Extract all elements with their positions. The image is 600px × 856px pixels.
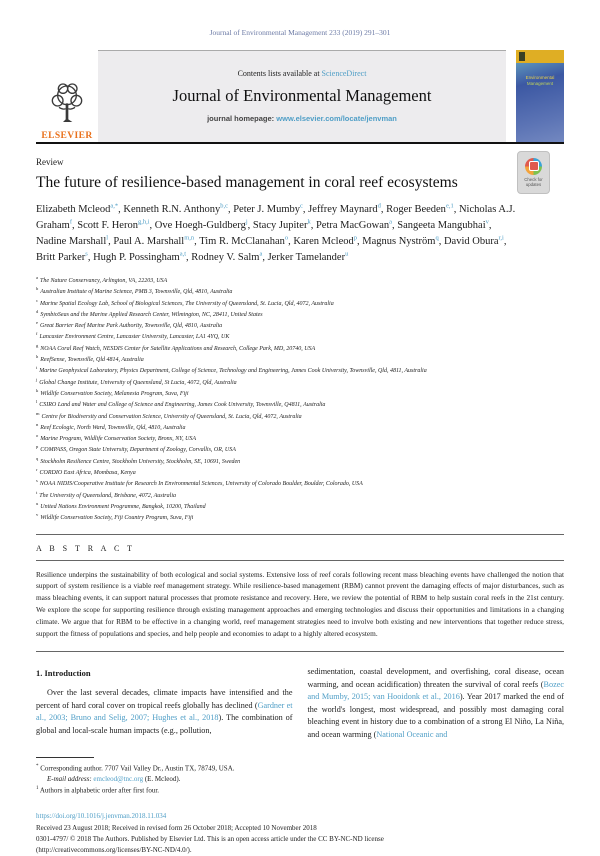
affiliation bbox=[36, 399, 564, 410]
author-affiliation-sup[interactable]: o bbox=[284, 234, 289, 242]
author bbox=[36, 204, 123, 215]
author bbox=[123, 204, 233, 215]
author-separator: , bbox=[108, 236, 114, 247]
contents-line bbox=[238, 69, 367, 78]
affiliation bbox=[36, 354, 564, 365]
author bbox=[93, 252, 191, 263]
author-name: Karen Mcleod bbox=[293, 236, 354, 247]
affiliation-text: Marine Program, Wildlife Conservation Society, Bronx, NY, USA bbox=[40, 436, 197, 443]
affiliation bbox=[36, 467, 564, 478]
affiliation bbox=[36, 490, 564, 501]
text-segment: ). Year 2017 marked the end of the world's longest, most widespread, and possibly most damaging coral bleaching event in history due to a combination of a strong El Niño, La Niña, and ocean warming ( bbox=[307, 692, 564, 739]
affiliation bbox=[36, 422, 564, 433]
author-separator: , bbox=[392, 219, 398, 231]
author-name: Paul A. Marshall bbox=[113, 236, 185, 247]
journal-header bbox=[36, 50, 564, 142]
authors-order-note bbox=[36, 785, 293, 796]
journal-title: Journal of Environmental Management bbox=[172, 86, 432, 105]
author-separator: , bbox=[453, 203, 459, 215]
author-separator: , bbox=[72, 219, 78, 231]
header-rule bbox=[36, 142, 564, 144]
author bbox=[386, 204, 459, 215]
affiliation-sup: m bbox=[36, 410, 40, 416]
journal-banner bbox=[98, 50, 506, 142]
corresponding-text: Corresponding author. 7707 Vail Valley Dr., Austin TX, 78749, USA. bbox=[38, 764, 235, 773]
author bbox=[268, 252, 349, 263]
author-affiliation-sup[interactable]: a bbox=[259, 250, 263, 258]
sciencedirect-link[interactable]: ScienceDirect bbox=[321, 69, 367, 78]
email-suffix: (E. Mcleod). bbox=[143, 775, 181, 784]
author bbox=[77, 220, 155, 231]
elsevier-tree-icon bbox=[47, 78, 87, 130]
author-name: Scott F. Heron bbox=[77, 219, 138, 231]
affiliation-sup: j bbox=[36, 376, 38, 382]
affiliation bbox=[36, 298, 564, 309]
author-affiliation-sup[interactable]: f bbox=[69, 218, 72, 226]
author-name: Peter J. Mumby bbox=[233, 203, 301, 215]
homepage-prefix: journal homepage: bbox=[207, 114, 277, 123]
affiliation-text: NOAA Coral Reef Watch, NESDIS Center for Satellite Applications and Research, College Park, MD, 20740, USA bbox=[40, 345, 316, 352]
author-separator: , bbox=[310, 219, 316, 231]
article-title: The future of resilience-based management in coral reef ecosystems bbox=[36, 174, 458, 191]
author bbox=[362, 236, 444, 247]
affiliation-sup: a bbox=[36, 275, 38, 280]
affiliation-sup: l bbox=[36, 399, 38, 405]
affiliation bbox=[36, 343, 564, 354]
affiliation-sup: p bbox=[36, 444, 39, 450]
author-name: Sangeeta Mangubhai bbox=[397, 219, 486, 231]
affiliation-text: NOAA NIDIS/Cooperative Institute for Research In Environmental Sciences, University of Colorado Boulder, Boulder, Colorado, USA bbox=[39, 481, 363, 488]
affiliation-list bbox=[36, 275, 564, 524]
author-separator: , bbox=[380, 203, 387, 215]
author bbox=[397, 220, 491, 231]
author-affiliation-sup[interactable]: e,1 bbox=[445, 202, 454, 209]
author-name: Rodney V. Salm bbox=[191, 252, 260, 264]
affiliation bbox=[36, 275, 564, 286]
abstract-heading: A B S T R A C T bbox=[36, 543, 136, 553]
author bbox=[308, 204, 386, 215]
affiliation bbox=[36, 444, 564, 455]
abstract-mid-rule bbox=[36, 560, 564, 561]
author-name: Magnus Nyström bbox=[362, 236, 436, 247]
affiliation-text: The Nature Conservancy, Arlington, VA, 22203, USA bbox=[40, 278, 168, 284]
author-separator: , bbox=[87, 252, 94, 264]
affiliation-text: Australian Institute of Marine Science, PMB 3, Townsville, Qld, 4810, Australia bbox=[40, 289, 233, 296]
affiliation-text: SymbioSeas and the Marine Applied Research Center, Wilmington, NC, 28411, United States bbox=[40, 311, 263, 318]
affiliation-text: ReefSense, Townsville, Qld 4814, Australia bbox=[40, 357, 144, 364]
affiliation bbox=[36, 478, 564, 489]
author-separator: , bbox=[262, 252, 268, 264]
author-affiliation-sup[interactable]: p bbox=[353, 234, 357, 242]
affiliation-text: Wildlife Conservation Society, Melanesia Program, Suva, Fiji bbox=[40, 390, 189, 397]
check-updates-label-1: Check for bbox=[524, 176, 543, 182]
author bbox=[191, 252, 267, 263]
author-affiliation-sup[interactable]: r,i bbox=[498, 234, 504, 242]
affiliation-text: Stockholm Resilience Centre, Stockholm University, Stockholm, SE, 10691, Sweden bbox=[40, 458, 241, 465]
affiliation-text: CSIRO Land and Water and College of Science and Engineering, James Cook University, Townsville, Q4811, Australia bbox=[39, 402, 326, 409]
author-affiliation-sup[interactable]: j bbox=[245, 218, 248, 226]
affiliation bbox=[36, 501, 564, 512]
author bbox=[113, 236, 199, 247]
affiliation-text: Lancaster Environment Centre, Lancaster University, Lancaster, LA1 4YQ, UK bbox=[39, 334, 230, 341]
author-name: Ove Hoegh-Guldberg bbox=[154, 219, 246, 231]
author-name: Jerker Tamelander bbox=[267, 252, 346, 264]
author-name: Jeffrey Maynard bbox=[308, 203, 378, 215]
affiliation bbox=[36, 286, 564, 297]
affiliation-text: Great Barrier Reef Marine Park Authority, Townsville, Qld, 4810, Australia bbox=[40, 323, 223, 330]
author-affiliation-sup[interactable]: b,c bbox=[220, 202, 228, 209]
author-separator: , bbox=[118, 203, 124, 215]
copyright-line: 0301-4797/ © 2018 The Authors. Published by Elsevier Ltd. This is an open access article under the CC BY-NC-ND license bbox=[36, 834, 384, 843]
right-column bbox=[308, 666, 565, 795]
affiliation bbox=[36, 512, 564, 523]
text-segment: sedimentation, coastal development, and overfishing, coral disease, ocean warming, and ocean acidification) threaten the survival of coral reefs ( bbox=[307, 667, 564, 689]
author bbox=[199, 236, 293, 247]
author-separator: , bbox=[302, 203, 309, 215]
author-separator: , bbox=[503, 236, 507, 247]
author-affiliation-sup[interactable]: k bbox=[307, 218, 311, 226]
author-list bbox=[36, 201, 518, 266]
author bbox=[233, 204, 308, 215]
author-separator: , bbox=[356, 236, 363, 247]
affiliation-sup: o bbox=[36, 433, 39, 439]
abstract-text: Resilience underpins the sustainability of both ecological and social systems. Extensive loss of reef corals following recent mass bleaching events have challenged the notion that support of system resilience is a viable reef management strategy. While resilience-based management (RBM) cannot prevent the damaging effects of major disturbances, such as mass bleaching events, it can support natural processes that promote resistance and recovery. Here, we review the potential of RBM to help sustain coral reefs in the 21st century. We explore the scope for supporting resilience through existing management approaches and emerging technologies and discuss their opportunities and limitations in a changing climate. We argue that for RBM to be effective in a changing world, reef management strategies need to involve both existing and new interventions that together reduce stress, support the fitness of populations and species, and help people and economies to adapt to a highly altered ecosystem. bbox=[36, 569, 564, 638]
email-link[interactable]: emcleod@tnc.org bbox=[93, 775, 144, 784]
intro-paragraph-right bbox=[308, 666, 565, 741]
author-name: Petra MacGowan bbox=[315, 219, 390, 231]
affiliation-text: CORDIO East Africa, Mombasa, Kenya bbox=[39, 470, 136, 477]
affiliation-text: The University of Queensland, Brisbane, 4072, Australia bbox=[39, 492, 176, 499]
author-separator: , bbox=[488, 219, 492, 231]
affiliation-sup: r bbox=[36, 467, 38, 473]
author-name: Roger Beeden bbox=[386, 203, 446, 215]
author-separator: , bbox=[288, 236, 294, 247]
author bbox=[293, 236, 362, 247]
author-affiliation-sup[interactable]: l bbox=[106, 234, 109, 242]
affiliation-sup: u bbox=[36, 500, 39, 506]
cover-title-line2: Management bbox=[526, 81, 554, 87]
affiliation-sup: k bbox=[36, 387, 39, 393]
author-affiliation-sup[interactable]: s bbox=[85, 250, 88, 258]
affiliation bbox=[36, 365, 564, 376]
check-updates-icon bbox=[525, 158, 542, 175]
author-affiliation-sup[interactable]: a bbox=[389, 218, 393, 226]
text-segment[interactable]: Gardner et al., 2003; Bruno and Selig, 2007; Hughes et al., 2018 bbox=[36, 700, 293, 723]
affiliation-sup: t bbox=[36, 489, 38, 495]
affiliation-sup: f bbox=[36, 331, 38, 337]
author-name: Nadine Marshall bbox=[36, 236, 107, 247]
author-name: Stacy Jupiter bbox=[252, 219, 308, 231]
author-name: Britt Parker bbox=[36, 252, 86, 264]
author bbox=[316, 220, 397, 231]
author-separator: , bbox=[194, 236, 200, 247]
corresponding-author-note bbox=[36, 763, 293, 774]
note1-text: Authors in alphabetic order after first four. bbox=[38, 785, 160, 794]
text-segment[interactable]: Bozec and Mumby, 2015; van Hooidonk et al., 2016 bbox=[307, 679, 564, 702]
check-updates-label bbox=[524, 177, 542, 188]
affiliation-sup: q bbox=[36, 455, 39, 461]
left-column bbox=[36, 666, 293, 795]
affiliation-sup: n bbox=[36, 421, 39, 427]
affiliation-sup: e bbox=[36, 320, 38, 326]
article-type: Review bbox=[36, 157, 64, 167]
affiliation bbox=[36, 433, 564, 444]
affiliation-text: Centre for Biodiversity and Conservation Science, University of Queensland, St. Lucia, Qld, 4072, Australia bbox=[41, 413, 302, 420]
affiliation-sup: g bbox=[36, 342, 39, 348]
author-separator: , bbox=[438, 236, 444, 247]
contents-prefix: Contents lists available at bbox=[237, 69, 322, 78]
affiliation-sup: i bbox=[36, 365, 38, 371]
intro-paragraph-left bbox=[36, 687, 293, 737]
affiliation-sup: s bbox=[36, 478, 38, 484]
affiliation bbox=[36, 411, 564, 422]
homepage-line bbox=[207, 114, 397, 123]
author-separator: , bbox=[247, 219, 253, 231]
affiliation-sup: h bbox=[36, 354, 39, 360]
affiliation-text: Wildlife Conservation Society, Fiji Country Program, Suva, Fiji bbox=[40, 515, 194, 522]
article-footer bbox=[36, 811, 564, 856]
author-affiliation-sup[interactable]: u bbox=[345, 250, 349, 258]
affiliation bbox=[36, 320, 564, 331]
affiliation-text: Reef Ecologic, North Ward, Townsville, Qld, 4810, Australia bbox=[40, 424, 186, 431]
author-name: David Obura bbox=[443, 236, 499, 247]
cover-title-line1: Environmental bbox=[525, 75, 555, 80]
author-name: Nicholas A.J. Graham bbox=[36, 203, 516, 231]
abstract-top-rule bbox=[36, 534, 564, 535]
affiliation-sup: b bbox=[36, 286, 39, 292]
text-segment[interactable]: National Oceanic and bbox=[376, 729, 448, 739]
author-affiliation-sup[interactable]: d bbox=[377, 202, 381, 209]
affiliation-text: United Nations Environment Programme, Bangkok, 10200, Thailand bbox=[40, 503, 206, 510]
author bbox=[36, 252, 93, 263]
homepage-link[interactable]: www.elsevier.com/locate/jenvman bbox=[276, 114, 397, 123]
affiliation bbox=[36, 388, 564, 399]
affiliation bbox=[36, 309, 564, 320]
affiliation-sup: c bbox=[36, 297, 38, 303]
journal-citation: Journal of Environmental Management 233 (2019) 291–301 bbox=[209, 28, 391, 37]
author-affiliation-sup[interactable]: g,h,i bbox=[137, 218, 150, 226]
affiliation bbox=[36, 456, 564, 467]
cover-mark bbox=[519, 52, 525, 61]
author bbox=[444, 236, 507, 247]
author-affiliation-sup[interactable]: c bbox=[300, 202, 303, 209]
author-name: Hugh P. Possingham bbox=[93, 252, 180, 264]
note1-marker: 1 bbox=[36, 785, 39, 791]
received-dates: Received 23 August 2018; Received in revised form 26 October 2018; Accepted 10 November 2018 bbox=[36, 823, 317, 832]
author-separator: , bbox=[227, 203, 234, 215]
email-note bbox=[36, 774, 293, 785]
text-segment: ). The combination of global and local-scale human impacts (e.g., pollution, bbox=[36, 713, 293, 735]
check-updates-label-2: updates bbox=[525, 182, 542, 187]
check-for-updates-badge[interactable] bbox=[517, 151, 550, 194]
elsevier-wordmark: ELSEVIER bbox=[41, 131, 93, 141]
author-affiliation-sup[interactable]: a,t bbox=[179, 250, 187, 258]
affiliation-sup: d bbox=[36, 308, 39, 314]
footnote-divider bbox=[36, 757, 94, 758]
author bbox=[155, 220, 253, 231]
affiliation bbox=[36, 377, 564, 388]
author-name: Elizabeth Mcleod bbox=[36, 203, 111, 215]
affiliation-text: Global Change Institute, University of Queensland, St Lucia, 4072, Qld, Australia bbox=[39, 379, 237, 386]
footnotes bbox=[36, 757, 293, 795]
affiliation-text: COMPASS, Oregon State University, Department of Zoology, Corvallis, OR, USA bbox=[40, 447, 236, 454]
author-name: Tim R. McClanahan bbox=[199, 236, 285, 247]
email-label: E-mail address: bbox=[47, 775, 94, 784]
asterisk-marker: * bbox=[36, 764, 39, 770]
author-affiliation-sup[interactable]: a,* bbox=[110, 202, 119, 209]
license-link[interactable]: (http://creativecommons.org/licenses/BY-NC-ND/4.0/). bbox=[36, 846, 192, 854]
author bbox=[253, 220, 316, 231]
body-columns bbox=[36, 666, 564, 795]
author-affiliation-sup[interactable]: m,n bbox=[184, 234, 195, 242]
author bbox=[36, 236, 113, 247]
author-affiliation-sup[interactable]: v bbox=[485, 218, 489, 226]
cover-title bbox=[516, 75, 564, 88]
author-name: Kenneth R.N. Anthony bbox=[123, 203, 221, 215]
author-affiliation-sup[interactable]: q bbox=[435, 234, 439, 242]
doi-link[interactable]: https://doi.org/10.1016/j.jenvman.2018.11.034 bbox=[36, 812, 167, 821]
author-separator: , bbox=[149, 219, 155, 231]
author-separator: , bbox=[186, 252, 192, 264]
affiliation bbox=[36, 331, 564, 342]
affiliation-text: Marine Geophysical Laboratory, Physics Department, College of Science, Technology and Engineering, James Cook University, Townsville, Qld, 4811, Australia bbox=[39, 368, 427, 375]
affiliation-text: Marine Spatial Ecology Lab, School of Biological Sciences, The University of Queensland, St. Lucia, Qld, 4072, Australia bbox=[40, 300, 334, 307]
affiliation-sup: v bbox=[36, 512, 39, 518]
elsevier-logo[interactable] bbox=[36, 50, 98, 142]
abstract-bottom-rule bbox=[36, 651, 564, 652]
section-heading: 1. Introduction bbox=[36, 668, 91, 679]
text-segment: Over the last several decades, climate impacts have intensified and the percent of hard coral cover on tropical reefs globally has declined ( bbox=[36, 688, 293, 710]
journal-cover bbox=[516, 50, 564, 142]
